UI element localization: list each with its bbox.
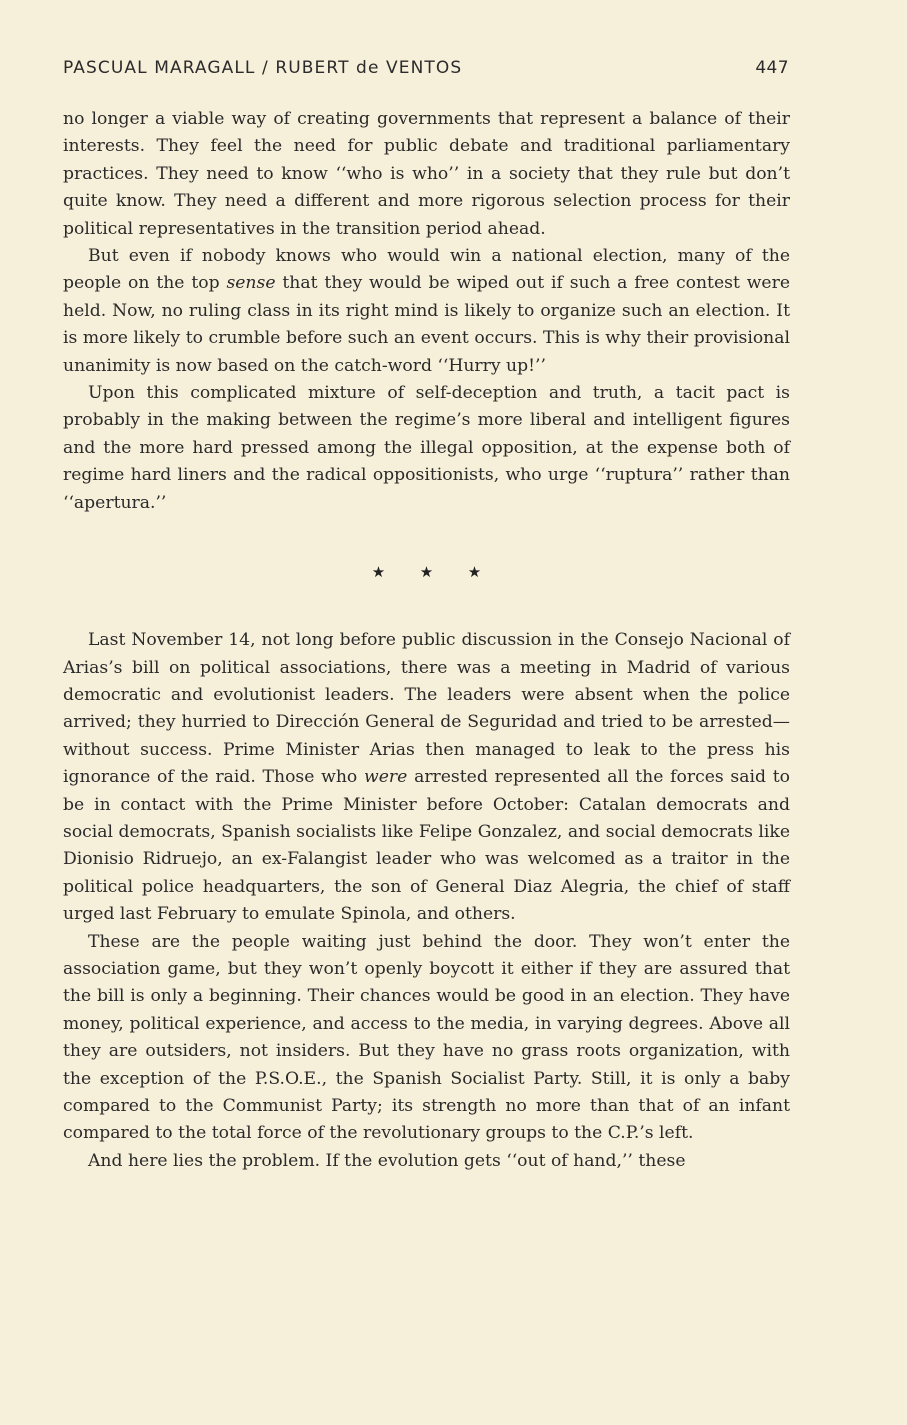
section-break: [63, 517, 790, 627]
paragraph-4-emphasis: were: [364, 767, 408, 788]
page-number: 447: [755, 58, 789, 78]
paragraph-2-text-b: that they would be wiped out if such a free contest were held. Now, no ruling class in its right mind is likely to organize such an election. It is more likely to crumble before such an event occurs. This is why their provisional unanimity is now based on the catch-word ‘‘Hurry up!’’: [63, 273, 790, 376]
section-break-star-2: ★: [419, 563, 434, 582]
paragraph-2: [63, 243, 790, 380]
section-break-star-3: ★: [467, 563, 482, 582]
paragraph-2-text-a: But even if nobody knows who would win a national election, many of the people on the top: [63, 246, 790, 294]
paragraph-4-text-a: Last November 14, not long before public discussion in the Consejo Nacional of Arias’s bill on political associations, there was a meeting in Madrid of various democratic and evolutionist leaders. The leaders were absent when the police arrived; they hurried to Dirección General de Seguridad and tried to be arrested—without success. Prime Minister Arias then managed to leak to the press his ignorance of the raid. Those who: [63, 630, 790, 788]
running-title: PASCUAL MARAGALL / RUBERT de VENTOS: [63, 58, 463, 78]
section-break-star-1: ★: [371, 563, 386, 582]
running-head: [63, 58, 789, 84]
paragraph-6: [63, 1148, 790, 1175]
paragraph-1-text: no longer a viable way of creating governments that represent a balance of their interests. They feel the need for public debate and traditional parliamentary practices. They need to know ‘‘who is who’’ in a society that they rule but don’t quite know. They need a different and more rigorous selection process for their political representatives in the transition period ahead.: [63, 109, 790, 239]
paragraph-3: [63, 380, 790, 517]
body-text: [63, 106, 790, 1175]
paragraph-5-text: These are the people waiting just behind the door. They won’t enter the association game, but they won’t openly boycott it either if they are assured that the bill is only a beginning. Their chances would be good in an election. They have money, political experience, and access to the media, in varying degrees. Above all they are outsiders, not insiders. But they have no grass roots organization, with the exception of the P.S.O.E., the Spanish Socialist Party. Still, it is only a baby compared to the Communist Party; its strength no more than that of an infant compared to the total force of the revolutionary groups to the C.P.’s left.: [63, 931, 790, 1144]
paragraph-2-emphasis: sense: [226, 273, 276, 294]
paragraph-5: [63, 929, 790, 1148]
paragraph-3-text: Upon this complicated mixture of self-deception and truth, a tacit pact is probably in the making between the regime’s more liberal and intelligent figures and the more hard pressed among the illegal opposition, at the expense both of regime hard liners and the radical oppositionists, who urge ‘‘ruptura’’ rather than ‘‘apertura.’’: [63, 383, 790, 513]
paragraph-4: [63, 627, 790, 928]
paragraph-4-text-b: arrested represented all the forces said to be in contact with the Prime Minister before October: Catalan democrats and social democrats, Spanish socialists like Felipe Gonzalez, and social democrats like Dionisio Ridruejo, an ex-Falangist leader who was welcomed as a traitor in the political police headquarters, the son of General Diaz Alegria, the chief of staff urged last February to emulate Spinola, and others.: [63, 767, 791, 925]
paragraph-6-text: And here lies the problem. If the evolution gets ‘‘out of hand,’’ these: [88, 1150, 686, 1171]
paragraph-1: [63, 106, 790, 243]
